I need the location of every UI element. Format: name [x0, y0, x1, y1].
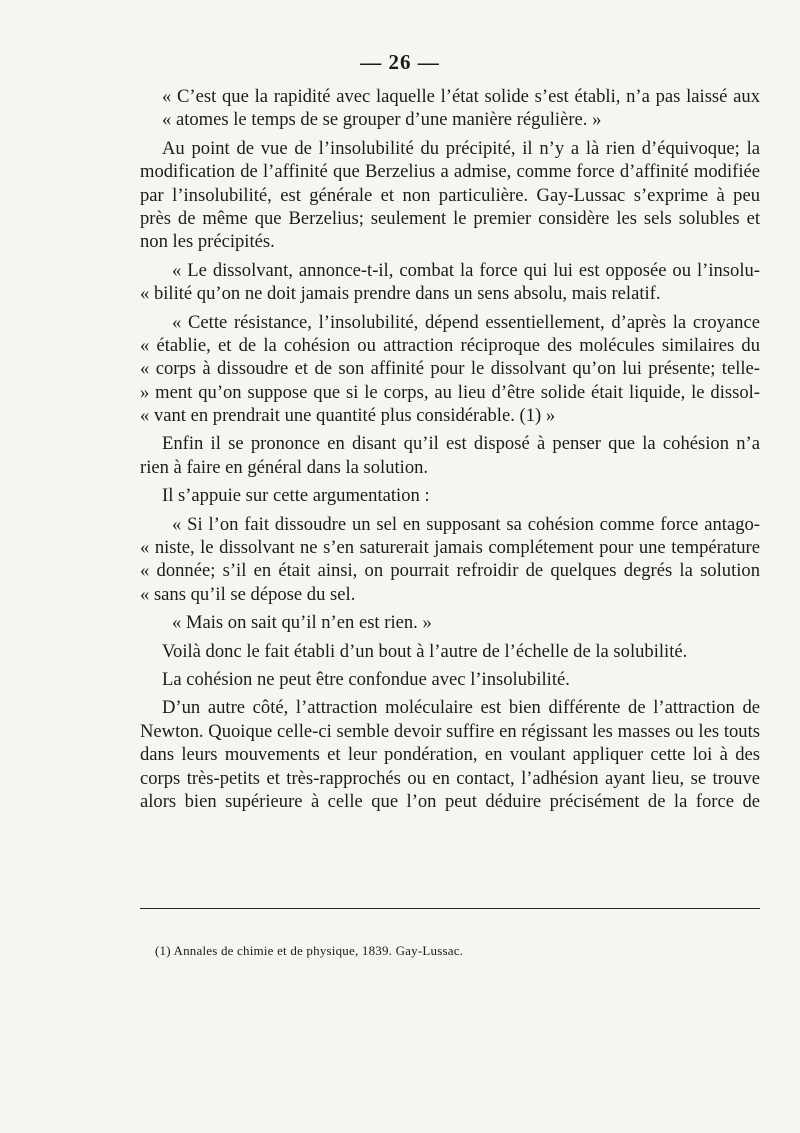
text-line: « Mais on sait qu’il n’en est rien. » — [172, 612, 432, 634]
paragraph — [140, 640, 760, 663]
text-line: « vant en prendrait une quantité plus considérable. (1) » — [140, 405, 556, 427]
text-line: corps très-petits et très-rapprochés ou en contact, l’adhésion ayant lieu, se trouve — [140, 767, 760, 789]
text-line: « atomes le temps de se grouper d’une manière régulière. » — [162, 109, 602, 131]
text-line: Enfin il se prononce en disant qu’il est disposé à penser que la cohésion n’a — [162, 433, 760, 455]
text-line: Au point de vue de l’insolubilité du précipité, il n’y a là rien d’équivoque; la — [162, 137, 760, 159]
text-line: « bilité qu’on ne doit jamais prendre dans un sens absolu, mais relatif. — [140, 283, 661, 305]
text-line: modification de l’affinité que Berzelius a admise, comme force d’affinité modifiée — [140, 161, 760, 183]
text-line: Voilà donc le fait établi d’un bout à l’autre de l’échelle de la solubilité. — [162, 640, 688, 662]
paragraph — [140, 484, 760, 507]
paragraph — [140, 513, 760, 607]
text-line: « établie, et de la cohésion ou attraction réciproque des molécules similaires du — [140, 334, 760, 356]
text-line: par l’insolubilité, est générale et non particulière. Gay-Lussac s’exprime à peu — [140, 184, 760, 206]
text-line: « sans qu’il se dépose du sel. — [140, 583, 356, 605]
body-text — [140, 85, 760, 813]
footnote-divider — [140, 908, 760, 909]
paragraph — [140, 611, 760, 634]
text-line: » ment qu’on suppose que si le corps, au lieu d’être solide était liquide, le dissol- — [140, 381, 760, 403]
text-line: « niste, le dissolvant ne s’en saturerait jamais complétement pour une température — [140, 537, 760, 559]
paragraph — [140, 137, 760, 254]
text-line: D’un autre côté, l’attraction moléculaire est bien différente de l’attraction de — [162, 697, 760, 719]
text-line: alors bien supérieure à celle que l’on peut déduire précisément de la force de — [140, 790, 760, 812]
paragraph — [140, 311, 760, 428]
text-line: près de même que Berzelius; seulement le premier considère les sels solubles et — [140, 207, 760, 229]
text-line: Newton. Quoique celle-ci semble devoir suffire en régissant les masses ou les touts — [140, 720, 760, 742]
footnote: (1) Annales de chimie et de physique, 1839. Gay-Lussac. — [155, 943, 464, 958]
text-line: « C’est que la rapidité avec laquelle l’état solide s’est établi, n’a pas laissé aux — [162, 86, 760, 107]
text-line: « corps à dissoudre et de son affinité pour le dissolvant qu’on lui présente; telle- — [140, 358, 760, 380]
text-line: « Le dissolvant, annonce-t-il, combat la force qui lui est opposée ou l’insolu- — [172, 259, 760, 281]
paragraph — [140, 668, 760, 691]
text-line: « Cette résistance, l’insolubilité, dépend essentiellement, d’après la croyance — [172, 311, 760, 333]
text-line: Il s’appuie sur cette argumentation : — [162, 485, 430, 507]
text-line: « donnée; s’il en était ainsi, on pourrait refroidir de quelques degrés la solution — [140, 560, 760, 582]
paragraph — [140, 259, 760, 306]
paragraph — [140, 432, 760, 479]
text-line: La cohésion ne peut être confondue avec l’insolubilité. — [162, 668, 570, 690]
paragraph — [140, 696, 760, 813]
paragraph — [140, 85, 760, 132]
text-line: rien à faire en général dans la solution. — [140, 456, 429, 478]
text-line: « Si l’on fait dissoudre un sel en supposant sa cohésion comme force antago- — [172, 513, 760, 535]
text-line: dans leurs mouvements et leur pondération, en voulant appliquer cette loi à des — [140, 744, 760, 766]
text-line: non les précipités. — [140, 231, 275, 253]
page-number: — 26 — — [360, 50, 440, 74]
